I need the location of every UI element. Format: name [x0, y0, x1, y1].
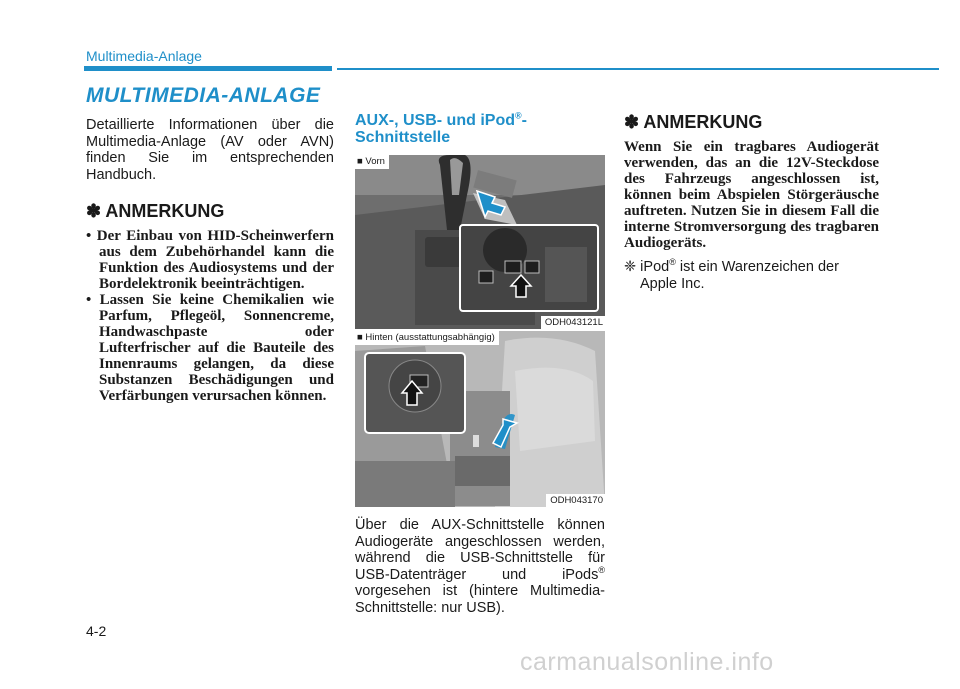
aux-body-part1: Über die AUX-Schnittstelle können Audiogeräte angeschlossen werden, während die USB-Schnittstelle für USB-Datenträger und iPods [355, 517, 605, 583]
photo-rear-label: ■ Hinten (ausstattungsabhängig) [355, 331, 499, 345]
arrow-up-icon [402, 381, 422, 405]
running-header: Multimedia-Anlage [86, 48, 202, 64]
aux-title-reg: ® [514, 110, 522, 121]
arrow-icon [477, 191, 505, 217]
arrow-up-icon [511, 275, 531, 297]
photo-rear-code: ODH043170 [546, 494, 605, 507]
aux-usb-heading [355, 112, 605, 146]
trademark-part1: ❈ iPod [624, 259, 670, 275]
note-text-12v: Wenn Sie ein tragbares Audiogerät verwenden, das an die 12V-Steckdose des Fahrzeugs angeschlossen ist, können beim Abspielen Störgeräusche auftreten. Nutzen Sie in diesem Fall die interne Stromversorgung des tragbaren Audiogeräts. [624, 139, 879, 251]
aux-body-paragraph [355, 517, 605, 616]
column-middle [355, 112, 605, 616]
column-left [86, 117, 334, 404]
header-rule-thin [337, 68, 939, 70]
photo-front-code: ODH043121L [541, 316, 605, 329]
photo-rear-console [355, 331, 605, 507]
trademark-note [624, 259, 879, 293]
section-title: MULTIMEDIA-ANLAGE [86, 84, 321, 107]
aux-body-part2: vorgesehen ist (hintere Multimedia-Schnittstelle: nur USB). [355, 583, 605, 616]
note-heading-1: ✽ ANMERKUNG [86, 201, 225, 221]
note-list-1 [86, 228, 334, 404]
rear-arrows-overlay [355, 331, 605, 507]
note-heading-2: ✽ ANMERKUNG [624, 112, 763, 132]
header-rule-thick [84, 66, 332, 71]
arrow-icon [493, 419, 517, 447]
aux-title-part2: -Schnittstelle [355, 112, 527, 146]
aux-title-part1: AUX-, USB- und iPod [355, 112, 515, 129]
intro-paragraph: Detaillierte Informationen über die Multimedia-Anlage (AV oder AVN) finden Sie im entsprechenden Handbuch. [86, 117, 334, 183]
column-right [624, 112, 879, 293]
trademark-reg: ® [669, 257, 676, 268]
aux-body-reg: ® [598, 564, 605, 575]
photo-front-label: ■ Vorn [355, 155, 389, 169]
trademark-part2: ist ein Warenzeichen der Apple Inc. [640, 259, 839, 292]
page-number: 4-2 [86, 623, 107, 639]
front-arrows-overlay [355, 155, 605, 329]
note-item-chemicals: • Lassen Sie keine Chemikalien wie Parfum, Pflegeöl, Sonnencreme, Handwaschpaste oder Lufterfrischer auf die Bauteile des Innenraums gelangen, da diese Substanzen Beschädigungen und Verfärbungen verursachen können. [86, 292, 334, 404]
watermark: carmanualsonline.info [520, 648, 774, 676]
note-item-hid: • Der Einbau von HID-Scheinwerfern aus dem Zubehörhandel kann die Funktion des Audiosystems und der Bordelektronik beeinträchtigen. [86, 228, 334, 292]
photo-front-console [355, 155, 605, 329]
